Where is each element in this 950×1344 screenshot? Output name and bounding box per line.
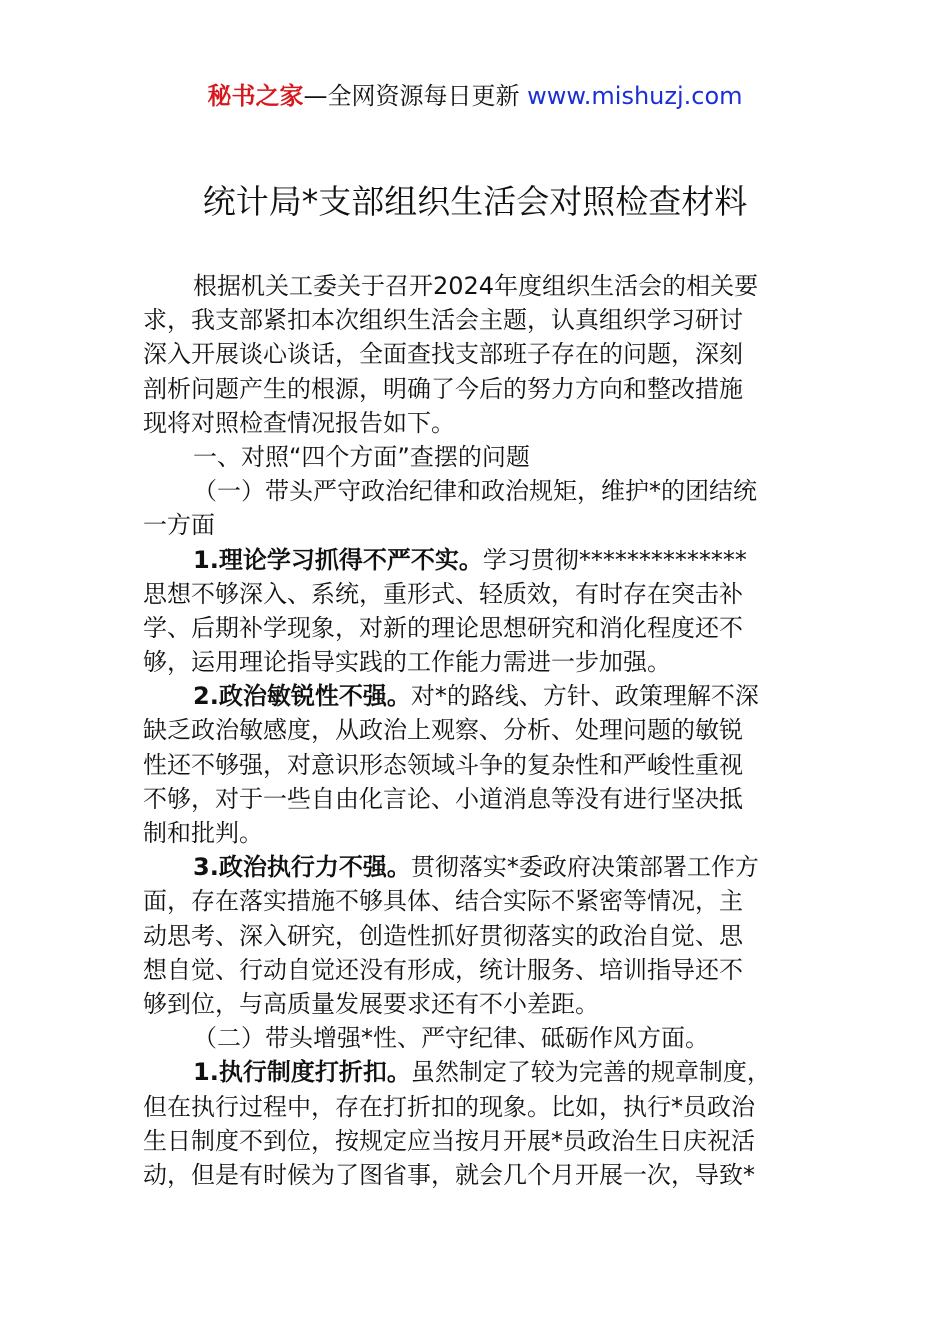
text-line bbox=[143, 987, 819, 1021]
subsection-heading bbox=[143, 474, 819, 508]
text-line bbox=[143, 406, 819, 440]
text-line bbox=[143, 919, 819, 953]
text-line bbox=[143, 577, 819, 611]
site-url-link[interactable]: www.mishuzj.com bbox=[527, 82, 743, 110]
text-line bbox=[143, 1124, 819, 1158]
document-title: 统计局*支部组织生活会对照检查材料 bbox=[202, 182, 748, 221]
text-line bbox=[143, 850, 819, 884]
line-text: 对*的路线、方针、政策理解不深 bbox=[410, 682, 759, 711]
line-text: 够，运用理论指导实践的工作能力需进一步加强。 bbox=[143, 648, 671, 677]
site-header bbox=[0, 80, 950, 112]
text-line bbox=[143, 782, 819, 816]
line-text: 够到位，与高质量发展要求还有不小差距。 bbox=[143, 989, 599, 1018]
line-text: 根据机关工委关于召开2024年度组织生活会的相关要 bbox=[193, 272, 759, 300]
line-text: 现将对照检查情况报告如下。 bbox=[143, 408, 455, 437]
line-text: 制和批判。 bbox=[143, 819, 263, 847]
line-text: 动，但是有时候为了图省事，就会几个月开展一次，导致* bbox=[143, 1160, 755, 1189]
item-heading: 1.理论学习抓得不严不实。 bbox=[193, 545, 483, 574]
text-line bbox=[143, 269, 819, 303]
text-line bbox=[143, 679, 819, 713]
text-line bbox=[143, 748, 819, 782]
line-text: 学习贯彻************** bbox=[482, 545, 747, 574]
line-text: 生日制度不到位，按规定应当按月开展*员政治生日庆祝活 bbox=[143, 1126, 755, 1155]
subsection-heading bbox=[143, 1021, 819, 1055]
text-line bbox=[143, 611, 819, 645]
line-text: 不够，对于一些自由化言论、小道消息等没有进行坚决抵 bbox=[143, 784, 743, 813]
text-line bbox=[143, 1158, 819, 1192]
line-text: 学、后期补学现象，对新的理论思想研究和消化程度还不 bbox=[143, 613, 743, 642]
line-text: 虽然制定了较为完善的规章制度， bbox=[410, 1058, 771, 1087]
line-text: 缺乏政治敏感度，从政治上观察、分析、处理问题的敏锐 bbox=[143, 716, 743, 745]
text-line bbox=[143, 1090, 819, 1124]
line-text: 一方面 bbox=[143, 511, 215, 540]
line-text: 性还不够强，对意识形态领域斗争的复杂性和严峻性重视 bbox=[143, 750, 743, 779]
text-line bbox=[143, 816, 819, 850]
line-text: 剖析问题产生的根源，明确了今后的努力方向和整改措施 bbox=[143, 374, 743, 403]
line-text: 一、对照“四个方面”查摆的问题 bbox=[193, 442, 530, 471]
line-text: 面，存在落实措施不够具体、结合实际不紧密等情况，主 bbox=[143, 887, 743, 916]
line-text: 求，我支部紧扣本次组织生活会主题，认真组织学习研讨 bbox=[143, 306, 743, 335]
line-text: 动思考、深入研究，创造性抓好贯彻落实的政治自觉、思 bbox=[143, 921, 743, 950]
line-text: （二）带头增强*性、严守纪律、砥砺作风方面。 bbox=[193, 1024, 709, 1053]
item-heading: 1.执行制度打折扣。 bbox=[193, 1058, 411, 1087]
line-text: （一）带头严守政治纪律和政治规矩，维护*的团结统 bbox=[193, 477, 757, 506]
text-line bbox=[143, 372, 819, 406]
line-text: 深入开展谈心谈话，全面查找支部班子存在的问题，深刻 bbox=[143, 340, 743, 369]
site-slogan: —全网资源每日更新 bbox=[303, 82, 520, 110]
section-heading bbox=[143, 440, 819, 474]
item-heading: 3.政治执行力不强。 bbox=[193, 853, 411, 882]
text-line bbox=[143, 303, 819, 337]
text-line bbox=[143, 337, 819, 371]
text-line bbox=[143, 1055, 819, 1089]
text-line bbox=[143, 953, 819, 987]
text-line bbox=[143, 884, 819, 918]
document-body bbox=[143, 269, 819, 1192]
item-heading: 2.政治敏锐性不强。 bbox=[193, 682, 411, 711]
line-text: 思想不够深入、系统，重形式、轻质效，有时存在突击补 bbox=[143, 579, 743, 608]
line-text: 但在执行过程中，存在打折扣的现象。比如，执行*员政治 bbox=[143, 1092, 755, 1121]
text-line bbox=[143, 508, 819, 542]
line-text: 想自觉、行动自觉还没有形成，统计服务、培训指导还不 bbox=[143, 955, 743, 984]
site-brand: 秘书之家 bbox=[207, 82, 304, 110]
text-line bbox=[143, 543, 819, 577]
text-line bbox=[143, 645, 819, 679]
line-text: 贯彻落实*委政府决策部署工作方 bbox=[410, 853, 759, 882]
text-line bbox=[143, 713, 819, 747]
